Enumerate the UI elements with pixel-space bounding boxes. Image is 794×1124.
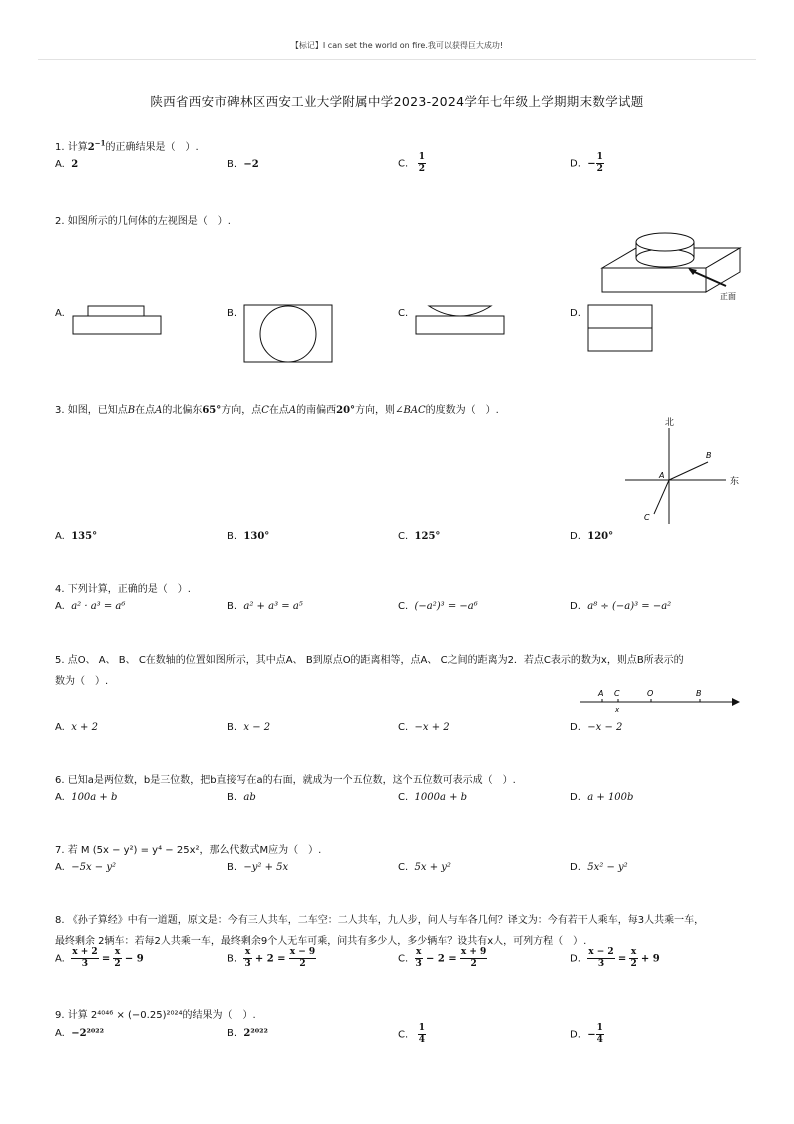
- question-8-option-c[interactable]: C. $\frac{x}{3}$ − 2 = $\frac{x + 9}{2}$: [398, 947, 487, 969]
- axis-point-a: A: [598, 689, 604, 698]
- question-8-stem-line-1: 8. 《孙子算经》中有一道题，原文是：今有三人共车，二车空：二人共车，九人步，问人与车各几何？译文为：今有若干人乘车，每3人共乘一车，: [55, 915, 705, 926]
- axis-point-c: C: [614, 689, 620, 698]
- question-2-option-c[interactable]: C.: [398, 308, 409, 319]
- question-3-stem: 3. 如图，已知点B在点A的北偏东65°方向，点C在点A的南偏西20°方向，则∠BAC的度数为（ ）.: [55, 405, 499, 416]
- question-4-stem: 4. 下列计算，正确的是（ ）.: [55, 584, 191, 595]
- question-2-option-a[interactable]: A.: [55, 308, 65, 319]
- north-label: 北: [665, 418, 675, 428]
- question-4-option-c[interactable]: C. (−a²)³ = −a⁶: [398, 601, 478, 612]
- front-view-label: 正面: [720, 292, 736, 301]
- question-4-option-b[interactable]: B. a² + a³ = a⁵: [227, 601, 303, 612]
- axis-point-c-value: x: [615, 706, 620, 714]
- axis-point-o: O: [647, 689, 654, 698]
- question-3-option-b[interactable]: B. 130°: [227, 531, 270, 542]
- question-8-option-d[interactable]: D. $\frac{x - 2}{3}$ = $\frac{x}{2}$ + 9: [570, 947, 660, 969]
- question-6-stem: 6. 已知a是两位数，b是三位数，把b直接写在a的右面，就成为一个五位数，这个五位数可表示成（ ）.: [55, 775, 516, 786]
- question-5-option-c[interactable]: C. −x + 2: [398, 722, 450, 733]
- point-b-label: B: [706, 451, 712, 460]
- question-1-option-a[interactable]: A. 2: [55, 159, 79, 170]
- question-6-option-a[interactable]: A. 100a + b: [55, 792, 118, 803]
- question-1-stem: 1. 计算$2^{-1}$的正确结果是（ ）.: [55, 138, 199, 153]
- question-6-option-d[interactable]: D. a + 100b: [570, 792, 634, 803]
- question-5-option-d[interactable]: D. −x − 2: [570, 722, 623, 733]
- question-6-option-b[interactable]: B. ab: [227, 792, 256, 803]
- question-5-stem-line-2: 数为（ ）.: [55, 676, 109, 687]
- header-divider: [38, 59, 756, 60]
- question-3-option-d[interactable]: D. 120°: [570, 531, 614, 542]
- point-a-label: A: [659, 471, 665, 480]
- question-7-option-a[interactable]: A. −5x − y²: [55, 862, 116, 873]
- question-2-stem: 2. 如图所示的几何体的左视图是（ ）.: [55, 216, 231, 227]
- question-1-option-c[interactable]: C. $\frac{1}{2}$: [398, 152, 425, 174]
- question-7-stem: 7. 若 M (5x − y²) = y⁴ − 25x²，那么代数式M应为（ ）.: [55, 845, 322, 856]
- question-2-option-b[interactable]: B.: [227, 308, 238, 319]
- question-6-option-c[interactable]: C. 1000a + b: [398, 792, 468, 803]
- question-9-option-b[interactable]: B. 2²⁰²²: [227, 1028, 268, 1039]
- question-7-option-c[interactable]: C. 5x + y²: [398, 862, 451, 873]
- exam-title: 陕西省西安市碑林区西安工业大学附属中学2023-2024学年七年级上学期期末数学试题: [150, 94, 644, 109]
- option-b-view-diagram: [243, 304, 335, 364]
- option-d-view-diagram: [587, 304, 655, 354]
- question-3-option-c[interactable]: C. 125°: [398, 531, 441, 542]
- point-c-label: C: [644, 513, 650, 522]
- question-4-option-a[interactable]: A. a² · a³ = a⁶: [55, 601, 126, 612]
- solid-figure-diagram: [596, 228, 756, 306]
- question-8-option-b[interactable]: B. $\frac{x}{3}$ + 2 = $\frac{x - 9}{2}$: [227, 947, 316, 969]
- east-label: 东: [730, 477, 740, 487]
- question-8-stem-line-2: 最终剩余 2辆车：若每2人共乘一车，最终剩余9个人无车可乘，问共有多少人，多少辆车？设共有x人，可列方程（ ）.: [55, 936, 587, 947]
- number-line-diagram: [578, 686, 742, 714]
- question-9-stem: 9. 计算 2⁴⁰⁴⁶ × (−0.25)²⁰²⁴的结果为（ ）.: [55, 1010, 256, 1021]
- question-3-option-a[interactable]: A. 135°: [55, 531, 98, 542]
- question-9-option-c[interactable]: C. $\frac{1}{4}$: [398, 1023, 425, 1045]
- question-5-option-a[interactable]: A. x + 2: [55, 722, 98, 733]
- option-a-view-diagram: [72, 304, 164, 336]
- question-5-option-b[interactable]: B. x − 2: [227, 722, 271, 733]
- axis-point-b: B: [696, 689, 702, 698]
- page-motto: 【标记】I can set the world on fire.我可以获得巨大成功!: [290, 41, 504, 50]
- question-9-option-d[interactable]: D. − $\frac{1}{4}$: [570, 1023, 603, 1045]
- question-1-option-b[interactable]: B. −2: [227, 159, 259, 170]
- question-5-stem-line-1: 5. 点O、 A、 B、 C在数轴的位置如图所示，其中点A、 B到原点O的距离相等，点A、 C之间的距离为2．若点C表示的数为x，则点B所表示的: [55, 655, 684, 666]
- question-4-option-d[interactable]: D. a⁸ ÷ (−a)³ = −a²: [570, 601, 672, 612]
- option-c-view-diagram: [415, 304, 507, 336]
- question-7-option-b[interactable]: B. −y² + 5x: [227, 862, 289, 873]
- question-1-option-d[interactable]: D. − $\frac{1}{2}$: [570, 152, 603, 174]
- question-9-option-a[interactable]: A. −2²⁰²²: [55, 1028, 105, 1039]
- question-8-option-a[interactable]: A. $\frac{x + 2}{3}$ = $\frac{x}{2}$ − 9: [55, 947, 144, 969]
- question-7-option-d[interactable]: D. 5x² − y²: [570, 862, 628, 873]
- direction-diagram: [620, 414, 744, 526]
- question-2-option-d[interactable]: D.: [570, 308, 581, 319]
